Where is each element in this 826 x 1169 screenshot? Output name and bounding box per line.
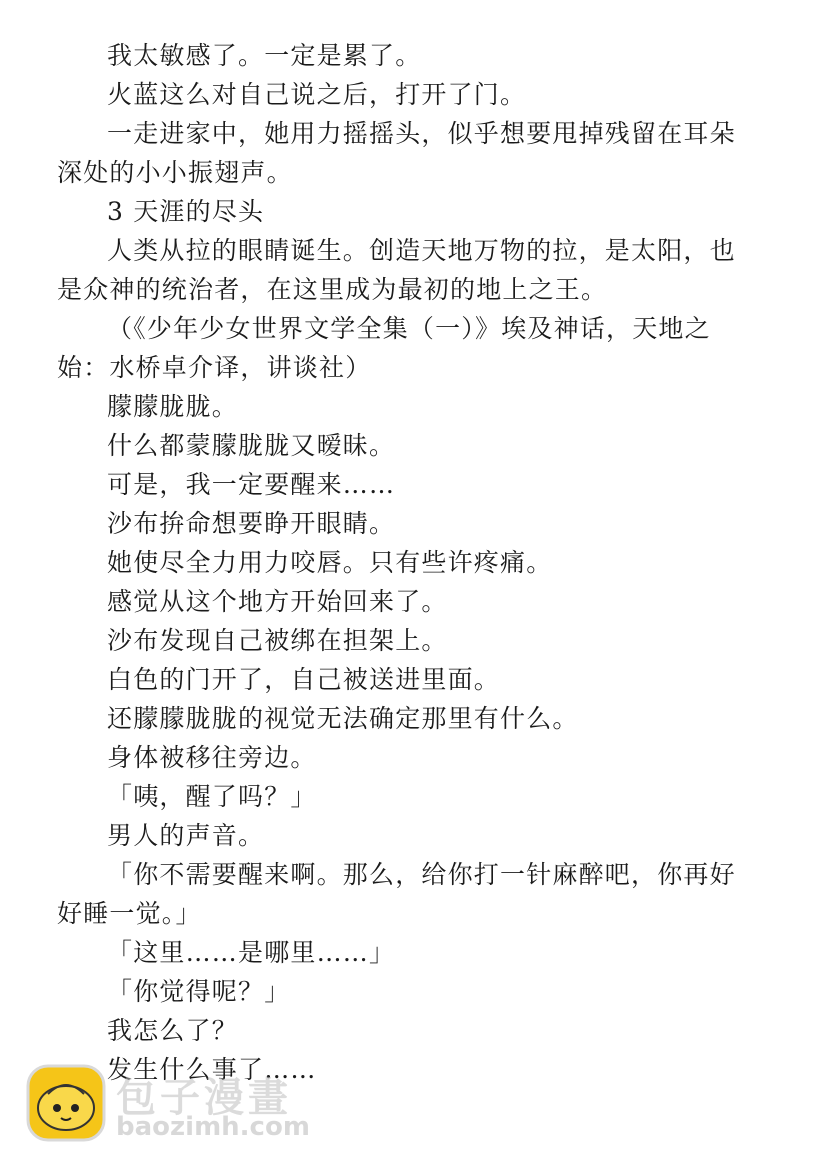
bun-mascot-icon bbox=[26, 1064, 106, 1142]
paragraph: 沙布发现自己被绑在担架上。 bbox=[107, 626, 448, 655]
paragraph: 我太敏感了。一定是累了。 bbox=[107, 41, 422, 70]
paragraph: 一走进家中，她用力摇摇头，似乎想要甩掉残留在耳朵深处的小小振翅声。 bbox=[57, 119, 736, 187]
dialogue: 「你觉得呢？」 bbox=[107, 977, 291, 1006]
paragraph: 可是，我一定要醒来…… bbox=[107, 470, 396, 499]
watermark-url: baozimh.com bbox=[116, 1112, 310, 1142]
paragraph: 她使尽全力用力咬唇。只有些许疼痛。 bbox=[107, 548, 553, 577]
text-body bbox=[57, 36, 757, 1089]
paragraph: 身体被移往旁边。 bbox=[107, 743, 317, 772]
citation: （《少年少女世界文学全集（一）》埃及神话，天地之始：水桥卓介译，讲谈社） bbox=[57, 314, 711, 382]
paragraph: 还朦朦胧胧的视觉无法确定那里有什么。 bbox=[107, 704, 579, 733]
paragraph: 男人的声音。 bbox=[107, 821, 265, 850]
paragraph: 什么都蒙朦胧胧又暧昧。 bbox=[107, 431, 396, 460]
paragraph: 我怎么了？ bbox=[107, 1016, 239, 1045]
paragraph: 人类从拉的眼睛诞生。创造天地万物的拉，是太阳，也是众神的统治者，在这里成为最初的地上之王。 bbox=[57, 236, 736, 304]
dialogue: 「你不需要醒来啊。那么，给你打一针麻醉吧，你再好好睡一觉。」 bbox=[57, 860, 736, 928]
paragraph: 朦朦胧胧。 bbox=[107, 392, 239, 421]
dialogue: 「这里……是哪里……」 bbox=[107, 938, 396, 967]
chapter-heading: 3 天涯的尽头 bbox=[107, 197, 265, 226]
paragraph: 发生什么事了…… bbox=[107, 1055, 317, 1084]
paragraph: 白色的门开了，自己被送进里面。 bbox=[107, 665, 501, 694]
paragraph: 沙布拚命想要睁开眼睛。 bbox=[107, 509, 396, 538]
watermark-title: 包子漫畫 bbox=[116, 1075, 292, 1121]
site-watermark bbox=[20, 1060, 340, 1150]
paragraph: 感觉从这个地方开始回来了。 bbox=[107, 587, 448, 616]
paragraph: 火蓝这么对自己说之后，打开了门。 bbox=[107, 80, 527, 109]
dialogue: 「咦，醒了吗？」 bbox=[107, 782, 317, 811]
